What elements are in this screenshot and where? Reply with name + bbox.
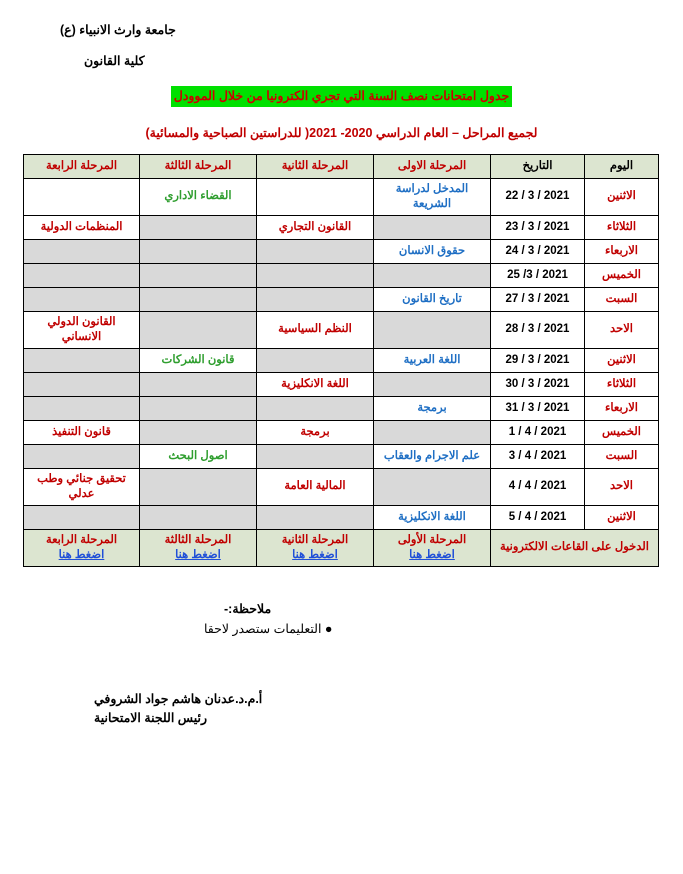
cell-date: 22 / 3 / 2021 <box>491 178 585 215</box>
stage4-hall-cell[interactable] <box>24 529 140 567</box>
column-header-stage3: المرحلة الثالثة <box>140 154 257 178</box>
cell-stage4 <box>24 372 140 396</box>
cell-stage2 <box>257 444 374 468</box>
cell-day: الاحد <box>585 311 659 348</box>
stage3-hall-label: المرحلة الثالثة <box>164 533 232 546</box>
notes-section <box>24 601 659 638</box>
signatory-name: أ.م.د.عدنان هاشم جواد الشروفي <box>94 692 263 707</box>
cell-stage4 <box>24 396 140 420</box>
cell-stage2 <box>257 396 374 420</box>
stage3-hall-cell[interactable] <box>140 529 257 567</box>
cell-day: الثلاثاء <box>585 215 659 239</box>
cell-stage3: قانون الشركات <box>140 348 257 372</box>
cell-stage4 <box>24 178 140 215</box>
cell-stage3 <box>140 396 257 420</box>
table-row <box>24 178 659 215</box>
list-item <box>204 621 337 636</box>
cell-stage2 <box>257 178 374 215</box>
cell-stage3: اصول البحث <box>140 444 257 468</box>
cell-stage3 <box>140 215 257 239</box>
cell-stage4: قانون التنفيذ <box>24 420 140 444</box>
cell-stage4 <box>24 239 140 263</box>
cell-day: الخميس <box>585 263 659 287</box>
cell-stage2: النظم السياسية <box>257 311 374 348</box>
cell-stage2: برمجة <box>257 420 374 444</box>
table-row <box>24 420 659 444</box>
cell-date: 29 / 3 / 2021 <box>491 348 585 372</box>
cell-stage1: اللغة الانكليزية <box>374 505 491 529</box>
cell-stage1 <box>374 311 491 348</box>
table-footer-row <box>24 529 659 567</box>
cell-date: 23 / 3 / 2021 <box>491 215 585 239</box>
cell-date: 25 /3 / 2021 <box>491 263 585 287</box>
stage1-hall-label: المرحلة الأولى <box>397 533 467 546</box>
table-header-row <box>24 154 659 178</box>
exam-schedule-table <box>23 154 659 568</box>
university-name: جامعة وارث الانبياء (ع) <box>60 23 176 37</box>
column-header-stage2: المرحلة الثانية <box>257 154 374 178</box>
cell-stage2: اللغة الانكليزية <box>257 372 374 396</box>
cell-day: الاثنين <box>585 178 659 215</box>
electronic-halls-label: الدخول على القاعات الالكترونية <box>491 529 659 567</box>
cell-day: الاربعاء <box>585 239 659 263</box>
college-name: كلية القانون <box>84 54 145 68</box>
note-list <box>24 620 657 638</box>
cell-stage1: حقوق الانسان <box>374 239 491 263</box>
table-row <box>24 444 659 468</box>
cell-date: 4 / 4 / 2021 <box>491 468 585 505</box>
cell-day: الثلاثاء <box>585 372 659 396</box>
stage2-hall-cell[interactable] <box>257 529 374 567</box>
stage4-hall-link[interactable]: اضغط هنا <box>58 549 105 562</box>
cell-stage4 <box>24 263 140 287</box>
document-title-wrap <box>24 86 659 107</box>
column-header-date: التاريخ <box>491 154 585 178</box>
cell-stage2: القانون التجاري <box>257 215 374 239</box>
table-row <box>24 348 659 372</box>
cell-stage2: المالية العامة <box>257 468 374 505</box>
table-body <box>24 178 659 529</box>
signature-block <box>24 690 659 728</box>
cell-date: 1 / 4 / 2021 <box>491 420 585 444</box>
table-header <box>24 154 659 178</box>
cell-stage2 <box>257 263 374 287</box>
cell-date: 3 / 4 / 2021 <box>491 444 585 468</box>
table-row <box>24 505 659 529</box>
stage1-hall-link[interactable]: اضغط هنا <box>409 549 455 562</box>
column-header-stage4: المرحلة الرابعة <box>24 154 140 178</box>
column-header-day: اليوم <box>585 154 659 178</box>
cell-stage1: علم الاجرام والعقاب <box>374 444 491 468</box>
bullet-icon: ● <box>324 622 333 637</box>
cell-stage1: برمجة <box>374 396 491 420</box>
stage4-hall-label: المرحلة الرابعة <box>45 533 118 546</box>
table-row <box>24 215 659 239</box>
cell-stage1 <box>374 468 491 505</box>
signatory-role: رئيس اللجنة الامتحانية <box>94 711 208 726</box>
cell-date: 31 / 3 / 2021 <box>491 396 585 420</box>
cell-date: 28 / 3 / 2021 <box>491 311 585 348</box>
cell-day: السبت <box>585 287 659 311</box>
cell-day: الاثنين <box>585 505 659 529</box>
cell-stage4 <box>24 348 140 372</box>
cell-day: الاربعاء <box>585 396 659 420</box>
cell-stage1: اللغة العربية <box>374 348 491 372</box>
cell-stage1: المدخل لدراسة الشريعة <box>374 178 491 215</box>
cell-stage1 <box>374 372 491 396</box>
cell-stage2 <box>257 505 374 529</box>
table-row <box>24 311 659 348</box>
cell-stage4 <box>24 287 140 311</box>
cell-stage2 <box>257 348 374 372</box>
stage2-hall-link[interactable]: اضغط هنا <box>292 549 338 562</box>
cell-stage4: القانون الدولي الانساني <box>24 311 140 348</box>
cell-stage3 <box>140 239 257 263</box>
table-footer <box>24 529 659 567</box>
cell-stage1 <box>374 215 491 239</box>
table-row <box>24 372 659 396</box>
cell-stage4 <box>24 505 140 529</box>
cell-day: الخميس <box>585 420 659 444</box>
cell-stage4: المنظمات الدولية <box>24 215 140 239</box>
cell-date: 27 / 3 / 2021 <box>491 287 585 311</box>
cell-stage4 <box>24 444 140 468</box>
cell-date: 30 / 3 / 2021 <box>491 372 585 396</box>
cell-date: 24 / 3 / 2021 <box>491 239 585 263</box>
note-title: ملاحظة:- <box>224 602 272 617</box>
table-row <box>24 468 659 505</box>
cell-stage1 <box>374 420 491 444</box>
cell-stage3: القضاء الاداري <box>140 178 257 215</box>
table-row <box>24 239 659 263</box>
cell-stage3 <box>140 420 257 444</box>
cell-stage3 <box>140 263 257 287</box>
cell-day: الاثنين <box>585 348 659 372</box>
cell-stage1 <box>374 263 491 287</box>
document-subtitle: لجميع المراحل – العام الدراسي 2020- 2021( للدراستين الصباحية والمسائية) <box>145 125 538 140</box>
cell-stage2 <box>257 239 374 263</box>
note-item-text: التعليمات ستصدر لاحقا <box>204 622 322 637</box>
cell-stage3 <box>140 468 257 505</box>
table-row <box>24 396 659 420</box>
cell-stage3 <box>140 372 257 396</box>
cell-day: الاحد <box>585 468 659 505</box>
cell-stage4: تحقيق جنائي وطب عدلي <box>24 468 140 505</box>
cell-stage3 <box>140 505 257 529</box>
cell-day: السبت <box>585 444 659 468</box>
table-row <box>24 263 659 287</box>
stage1-hall-cell[interactable] <box>374 529 491 567</box>
cell-stage1: تاريخ القانون <box>374 287 491 311</box>
document-title: جدول امتحانات نصف السنة التي تجري الكترونيا من خلال الموودل <box>171 86 512 107</box>
cell-stage3 <box>140 311 257 348</box>
cell-stage3 <box>140 287 257 311</box>
stage3-hall-link[interactable]: اضغط هنا <box>175 549 221 562</box>
table-row <box>24 287 659 311</box>
cell-date: 5 / 4 / 2021 <box>491 505 585 529</box>
column-header-stage1: المرحلة الاولى <box>374 154 491 178</box>
cell-stage2 <box>257 287 374 311</box>
stage2-hall-label: المرحلة الثانية <box>281 533 349 546</box>
